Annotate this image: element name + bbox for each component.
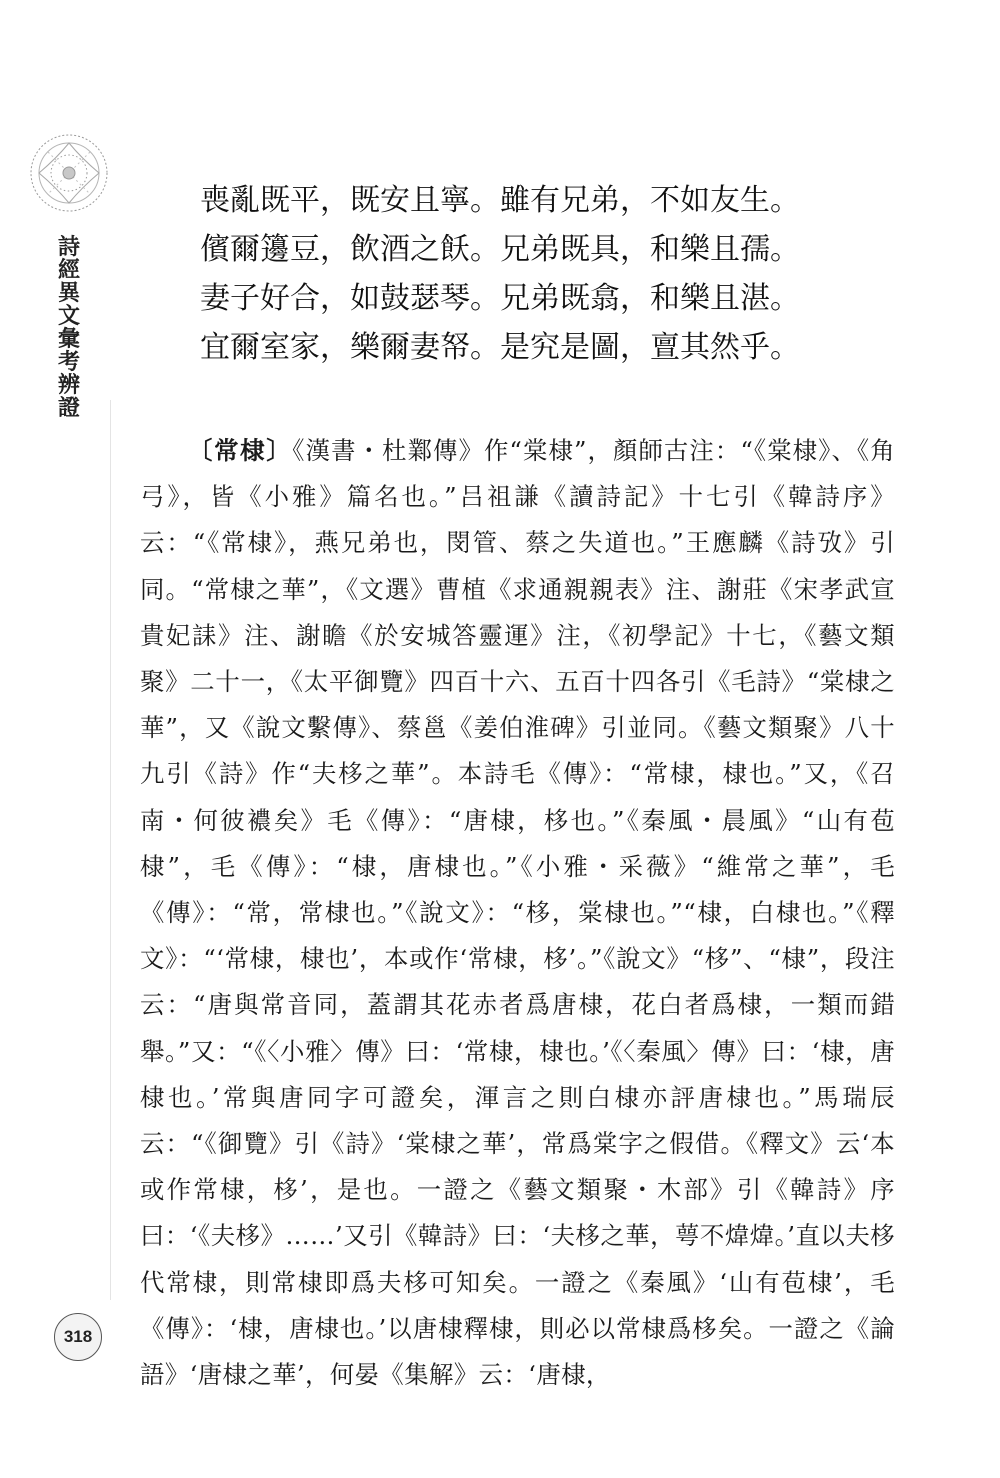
poem-block [200, 176, 840, 372]
commentary-block [140, 428, 895, 1398]
book-title-vertical [52, 236, 86, 420]
book-title-char: 經 [57, 257, 80, 283]
book-title-char: 詩 [57, 234, 80, 260]
margin-divider [110, 400, 111, 1300]
book-title-char: 證 [57, 395, 80, 421]
book-title-char: 異 [57, 280, 80, 306]
poem-line: 儐爾籩豆，飲酒之飫。兄弟既具，和樂且孺。 [200, 232, 800, 267]
book-title-char: 文 [57, 303, 80, 329]
poem-line: 宜爾室家，樂爾妻帑。是究是圖，亶其然乎。 [200, 330, 800, 365]
page-number-badge: 318 [54, 1313, 102, 1361]
poem-line: 妻子好合，如鼓瑟琴。兄弟既翕，和樂且湛。 [200, 281, 800, 316]
book-title-char: 辨 [57, 372, 80, 398]
commentary-paragraph [140, 428, 895, 1398]
book-title-char: 彙 [57, 326, 80, 352]
poem-line: 喪亂既平，既安且寧。雖有兄弟，不如友生。 [200, 183, 800, 218]
commentary-text: 《漢書・杜鄴傳》作“棠棣”，顏師古注：“《棠棣》、《角弓》，皆《小雅》篇名也。”吕祖謙《讀詩記》十七引《韓詩序》云：“《常棣》，燕兄弟也，閔管、蔡之失道也。”王應麟《詩攷》引同。“常棣之華”，《文選》曹植《求通親親表》注、謝莊《宋孝武宣貴妃誄》注、謝瞻《於安城答靈運》注，《初學記》十七，《藝文類聚》二十一，《太平御覽》四百十六、五百十四各引《毛詩》“棠棣之華”，又《說文繫傳》、蔡邕《姜伯淮碑》引並同。《藝文類聚》八十九引《詩》作“夫栘之華”。本詩毛《傳》：“常棣，棣也。”又，《召南・何彼襛矣》毛《傳》：“唐棣，栘也。”《秦風・晨風》“山有苞棣”，毛《傳》：“棣，唐棣也。”《小雅・采薇》“維常之華”，毛《傳》：“常，常棣也。”《說文》：“栘，棠棣也。”“棣，白棣也。”《釋文》：“‘常棣，棣也’，本或作‘常棣，栘’。”《說文》“栘”、“棣”，段注云：“唐與常音同，蓋謂其花赤者爲唐棣，花白者爲棣，一類而錯舉。”又：“《〈小雅〉傳》曰：‘常棣，棣也。’《〈秦風〉傳》曰：‘棣，唐棣也。’常與唐同字可證矣，渾言之則白棣亦評唐棣也。”馬瑞辰云：“《御覽》引《詩》‘棠棣之華’，常爲棠字之假借。《釋文》云‘本或作常棣，栘’，是也。一證之《藝文類聚・木部》引《韓詩》序曰：‘《夫栘》……’又引《韓詩》曰：‘夫栘之華，萼不煒煒。’直以夫栘代常棣，則常棣即爲夫栘可知矣。一證之《秦風》‘山有苞棣’，毛《傳》：‘棣，唐棣也。’以唐棣釋棣，則必以常棣爲栘矣。一證之《論語》‘唐棣之華’，何晏《集解》云：‘唐棣， [140, 436, 895, 1390]
book-title-char: 考 [57, 349, 80, 375]
entry-headword: 〔常棣〕 [188, 436, 293, 465]
ornamental-seal-icon [28, 132, 110, 214]
